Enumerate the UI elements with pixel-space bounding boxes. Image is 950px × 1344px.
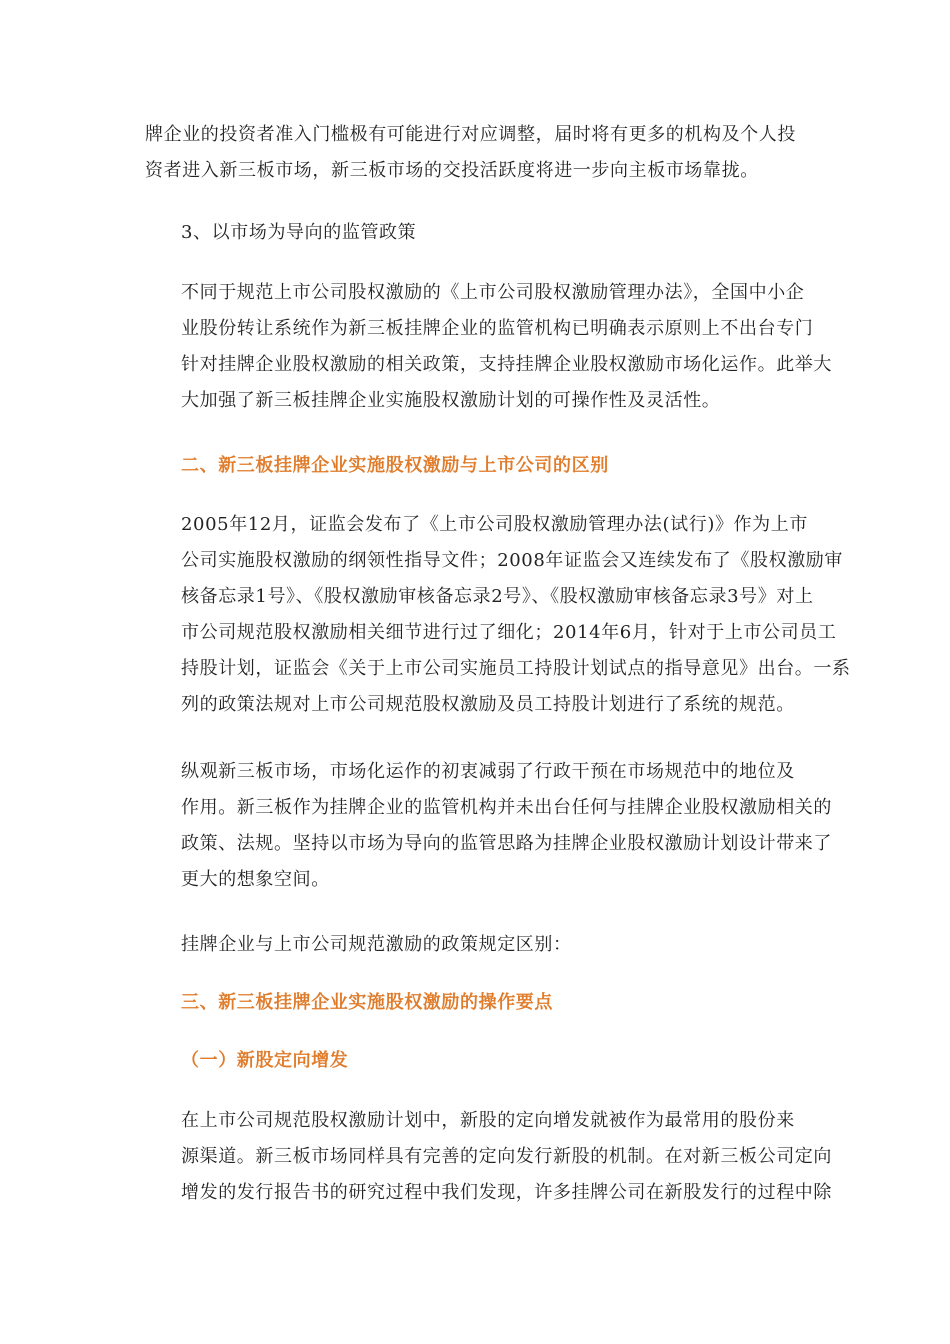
text-line: 3、以市场为导向的监管政策 (181, 222, 417, 243)
subsection-heading-private-placement: （一）新股定向增发 (181, 1050, 349, 1071)
text-line: 不同于规范上市公司股权激励的《上市公司股权激励管理办法》，全国中小企 (181, 282, 805, 303)
paragraph-investor-threshold (145, 117, 810, 189)
text-line: 更大的想象空间。 (181, 869, 330, 890)
text-line: 大加强了新三板挂牌企业实施股权激励计划的可操作性及灵活性。 (181, 390, 721, 411)
section-heading-differences: 二、新三板挂牌企业实施股权激励与上市公司的区别 (181, 455, 609, 476)
text-line: 纵观新三板市场，市场化运作的初衷减弱了行政干预在市场规范中的地位及 (181, 761, 795, 782)
text-line: 增发的发行报告书的研究过程中我们发现，许多挂牌公司在新股发行的过程中除 (181, 1182, 832, 1203)
paragraph-market-overview (145, 754, 832, 898)
text-line: 核备忘录1号》、《股权激励审核备忘录2号》、《股权激励审核备忘录3号》对上 (181, 586, 814, 607)
paragraph-regulatory-policy (145, 275, 832, 419)
text-line: 持股计划，证监会《关于上市公司实施员工持股计划试点的指导意见》出台。一系 (181, 658, 851, 679)
paragraph-policy-difference-intro (145, 927, 810, 963)
text-line: 列的政策法规对上市公司规范股权激励及员工持股计划进行了系统的规范。 (181, 694, 795, 715)
text-line: 业股份转让系统作为新三板挂牌企业的监管机构已明确表示原则上不出台专门 (181, 318, 814, 339)
text-line: 政策、法规。坚持以市场为导向的监管思路为挂牌企业股权激励计划设计带来了 (181, 833, 832, 854)
subheading-market-oriented-regulation (145, 215, 810, 251)
text-line: 在上市公司规范股权激励计划中，新股的定向增发就被作为最常用的股份来 (181, 1110, 795, 1131)
paragraph-policy-history (145, 507, 851, 723)
text-line: 市公司规范股权激励相关细节进行过了细化；2014年6月，针对于上市公司员工 (181, 622, 837, 643)
text-line: 牌企业的投资者准入门槛极有可能进行对应调整，届时将有更多的机构及个人投 (145, 124, 796, 145)
section-heading-key-points: 三、新三板挂牌企业实施股权激励的操作要点 (181, 992, 553, 1013)
text-line: 源渠道。新三板市场同样具有完善的定向发行新股的机制。在对新三板公司定向 (181, 1146, 832, 1167)
paragraph-private-placement (145, 1103, 832, 1211)
text-line: 2005年12月，证监会发布了《上市公司股权激励管理办法(试行)》作为上市 (181, 514, 808, 535)
text-line: 公司实施股权激励的纲领性指导文件；2008年证监会又连续发布了《股权激励审 (181, 550, 844, 571)
text-line: 针对挂牌企业股权激励的相关政策，支持挂牌企业股权激励市场化运作。此举大 (181, 354, 832, 375)
text-line: 作用。新三板作为挂牌企业的监管机构并未出台任何与挂牌企业股权激励相关的 (181, 797, 832, 818)
text-line: 资者进入新三板市场，新三板市场的交投活跃度将进一步向主板市场靠拢。 (145, 160, 759, 181)
text-line: 挂牌企业与上市公司规范激励的政策规定区别： (181, 934, 572, 955)
